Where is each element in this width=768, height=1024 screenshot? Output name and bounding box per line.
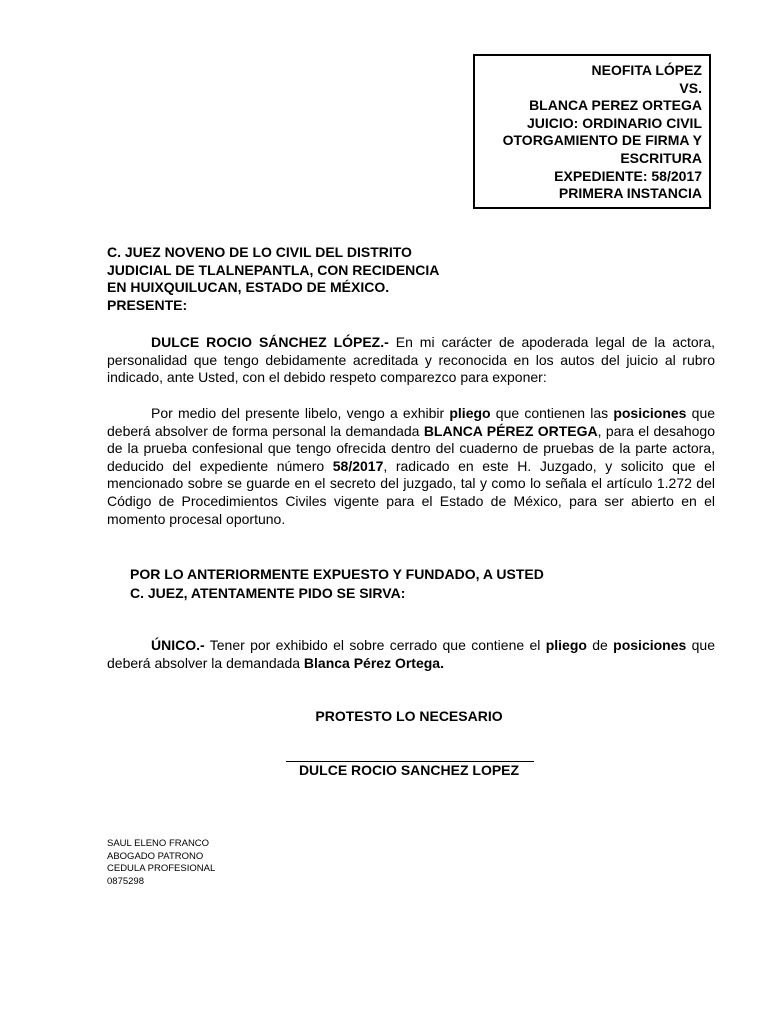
request-bold: pliego bbox=[545, 637, 587, 653]
petition-line: POR LO ANTERIORMENTE EXPUESTO Y FUNDADO, A USTED bbox=[130, 566, 544, 582]
footer-line: CEDULA PROFESIONAL bbox=[107, 863, 216, 874]
attorney-footer bbox=[107, 838, 307, 888]
intro-paragraph bbox=[107, 334, 715, 387]
case-line: OTORGAMIENTO DE FIRMA Y bbox=[502, 132, 702, 149]
addressee-line: PRESENTE: bbox=[107, 296, 188, 313]
footer-line: 0875298 bbox=[107, 875, 144, 887]
footer-line: ABOGADO PATRONO bbox=[107, 850, 204, 862]
footer-line: SAUL ELENO FRANCO bbox=[107, 838, 210, 849]
case-line: JUICIO: ORDINARIO CIVIL bbox=[526, 114, 702, 131]
case-line: PRIMERA INSTANCIA bbox=[558, 185, 702, 202]
case-line: NEOFITA LÓPEZ bbox=[591, 62, 702, 78]
closing-formula: PROTESTO LO NECESARIO bbox=[315, 708, 503, 724]
exhibit-text: , radicado en este H. Juzgado, y solicito que el mencionado sobre se guarde en el secreto del juzgado, tal y como lo señala el artículo 1.272 del Código de Procedimientos Civiles vigente para el Estado de México, para ser abierto en el momento procesal oportuno. bbox=[107, 457, 715, 527]
plaintiff-name: DULCE ROCIO SÁNCHEZ LÓPEZ.- bbox=[151, 334, 389, 350]
defendant-name: BLANCA PÉREZ ORTEGA bbox=[423, 422, 598, 439]
case-line: EXPEDIENTE: 58/2017 bbox=[554, 167, 702, 184]
signature-name: DULCE ROCIO SANCHEZ LOPEZ bbox=[298, 762, 520, 778]
addressee-line: C. JUEZ NOVENO DE LO CIVIL DEL DISTRITO bbox=[107, 244, 412, 260]
petition-line: C. JUEZ, ATENTAMENTE PIDO SE SIRVA: bbox=[130, 585, 406, 601]
case-line: BLANCA PEREZ ORTEGA bbox=[529, 97, 702, 114]
request-text: de bbox=[586, 637, 614, 653]
addressee-line: JUDICIAL DE TLALNEPANTLA, CON RECIDENCIA bbox=[107, 261, 440, 278]
exhibit-text: que contienen las bbox=[490, 405, 614, 421]
intro-text: En mi carácter de apoderada legal de la actora, personalidad que tengo debidamente acreditada y reconocida en los autos del juicio al rubro indicado, ante Usted, con el debido respeto comparezco para exponer: bbox=[107, 334, 715, 386]
case-line: VS. bbox=[679, 79, 702, 96]
request-text: Tener por exhibido el sobre cerrado que contiene el bbox=[204, 637, 546, 653]
request-text: que deberá absolver la demandada bbox=[107, 637, 716, 671]
request-paragraph bbox=[107, 637, 715, 672]
exhibit-bold: posiciones bbox=[613, 405, 687, 421]
addressee-line: EN HUIXQUILUCAN, ESTADO DE MÉXICO. bbox=[107, 279, 390, 296]
case-caption-box bbox=[473, 54, 711, 209]
defendant-name: Blanca Pérez Ortega. bbox=[303, 654, 444, 671]
case-number: 58/2017 bbox=[332, 457, 384, 474]
exhibit-text: que deberá absolver de forma personal la demandada bbox=[107, 405, 716, 439]
addressee-block bbox=[107, 244, 507, 314]
request-heading: ÚNICO.- bbox=[151, 637, 205, 653]
petition-block bbox=[130, 565, 630, 603]
exhibit-text: , para el desahogo de la prueba confesional que tengo ofrecida dentro del cuaderno de pruebas de la parte actora, deducido del expediente número bbox=[107, 422, 715, 474]
case-line: ESCRITURA bbox=[620, 149, 702, 166]
request-bold: posiciones bbox=[613, 637, 687, 653]
exhibit-text: Por medio del presente libelo, vengo a exhibir bbox=[151, 405, 450, 421]
exhibit-paragraph bbox=[107, 405, 715, 528]
exhibit-bold: pliego bbox=[449, 405, 491, 421]
